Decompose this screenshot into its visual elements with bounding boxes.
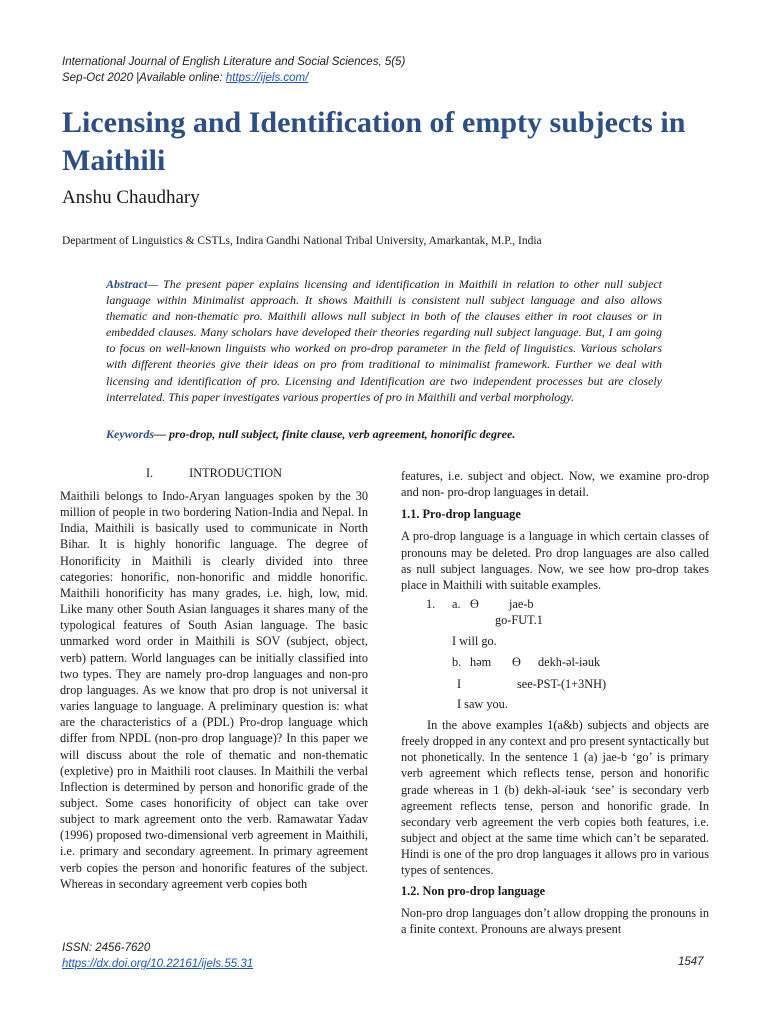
affiliation: Department of Linguistics & CSTLs, Indira Gandhi National Tribal University, Amarkantak, M.P., India (62, 235, 542, 247)
left-column (60, 488, 368, 892)
right-column-bottom (401, 717, 709, 937)
keywords-text: — pro-drop, null subject, finite clause, verb agreement, honorific degree. (154, 427, 516, 441)
intro-paragraph: Maithili belongs to Indo-Aryan languages spoken by the 30 million of people in two bordering Nation-India and Nepal. In India, Maithili is basically used to communicate in North Bihar. It is highly honorific language. The degree of Honorificity in Maithili is clearly divided into three categories: honorific, non-honorific and middle honorific. Maithili honorificity has many grades, i.e. high, low, mid. Like many other South Asian languages it shares many of the typological features of South Asian language. The basic unmarked word order in Maithili is SOV (subject, object, verb) pattern. World languages can be initially classified into two types. They are namely pro-drop languages and non-pro drop languages. As we know that pro drop is not universal it varies language to language. A preliminary question is: what are the characteristics of a (PDL) Pro-drop language which differ from NPDL (non-pro drop language)? In this paper we will discuss about the role of thematic and non-thematic (expletive) pro in Maithili root clauses. In Maithili the verbal Inflection is determined by person and honorific grade of the subject. Some cases honorificity of object can take over subject to mark agreement onto the verb. Ramawatar Yadav (1996) proposed two-dimensional verb agreement in Maithili, i.e. primary and secondary agreement. In primary agreement verb copies the person and honorific features of the subject. Whereas in secondary agreement verb copies both (60, 489, 368, 891)
example-b-gloss1: I (457, 677, 462, 691)
example-a-translation: I will go. (452, 634, 497, 648)
issn: ISSN: 2456-7620 (62, 942, 151, 954)
example-b-gloss2: see-PST-(1+3NH) (517, 677, 607, 691)
examples-discussion: In the above examples 1(a&b) subjects and objects are freely dropped in any context and pro present syntactically but not phonetically. In the sentence 1 (a) jae-b ‘go’ is primary verb agreement which reflects tense, person and honorific grade whereas in 1 (b) dekh-əl-iəuk ‘see’ is secondary verb agreement reflects tense, person and honorific grade. In secondary verb agreement the verb copies both features, i.e. subject and object at the same time which can’t be separated. Hindi is one of the pro drop languages it allows pro in various types of sentences. (401, 718, 709, 878)
journal-header (62, 54, 405, 86)
abstract-label: Abstract (106, 277, 148, 291)
journal-link[interactable]: https://ijels.com/ (225, 72, 309, 84)
footer (62, 940, 253, 972)
section-heading-introduction (60, 466, 368, 481)
issue-line (62, 70, 405, 86)
section-number: I. (145, 466, 154, 480)
subsection-prodrop-para: A pro-drop language is a language in which certain classes of pronouns may be deleted. Pro drop languages are also called as null subject languages. Now, we see how pro-drop takes place in Maithili with suitable examples. (401, 529, 709, 592)
journal-line: International Journal of English Literature and Social Sciences, 5(5) (62, 56, 406, 68)
example-a-word: jae-b (509, 597, 534, 611)
keywords-label: Keywords (106, 427, 154, 441)
example-b-label: b. (452, 655, 462, 669)
subsection-prodrop-title: 1.1. Pro-drop language (401, 507, 521, 522)
subsection-nonprodrop-title: 1.2. Non pro-drop language (401, 883, 546, 898)
issue-text: Sep-Oct 2020 |Available online: (62, 72, 226, 84)
abstract (106, 276, 662, 405)
example-b-word1: həm (470, 655, 492, 669)
example-b-translation: I saw you. (457, 697, 508, 711)
right-column-top (401, 468, 709, 593)
example-a-label: a. (452, 597, 461, 611)
keywords (106, 427, 662, 442)
example-number: 1. (426, 597, 436, 611)
subsection-nonprodrop-para: Non-pro drop languages don’t allow dropping the pronouns in a finite context. Pronouns are always present (401, 905, 709, 936)
doi-link[interactable]: https://dx.doi.org/10.22161/ijels.55.31 (62, 958, 254, 970)
intro-continuation: features, i.e. subject and object. Now, we examine pro-drop and non- pro-drop languages in detail. (401, 469, 709, 500)
example-a-gloss: go-FUT.1 (495, 613, 543, 627)
author-name: Anshu Chaudhary (62, 187, 200, 208)
example-a-theta: ϴ (470, 597, 479, 611)
example-b-word2: dekh-əl-iəuk (538, 655, 601, 669)
page-number: 1547 (678, 956, 704, 968)
abstract-text: — The present paper explains licensing and identification in Maithili in relation to other null subject language within Minimalist approach. It shows Maithili is consistent null subject language and also allows thematic and non-thematic pro. Maithili allows null subject in both of the clauses either in root clauses or in embedded clauses. Many scholars have developed their theories regarding null subject language. But, I am going to focus on well-known linguists who worked on pro-drop parameter in the field of linguistics. Various scholars with different theories give their ideas on pro from traditional to minimalist framework. Further we deal with licensing and identification of pro. Licensing and Identification are two independent processes but are closely interrelated. This paper investigates various properties of pro in Maithili and verbal morphology. (106, 277, 662, 404)
example-b-theta: ϴ (512, 655, 521, 669)
section-title: INTRODUCTION (189, 466, 283, 480)
article-title: Licensing and Identification of empty subjects in Maithili (62, 106, 686, 177)
